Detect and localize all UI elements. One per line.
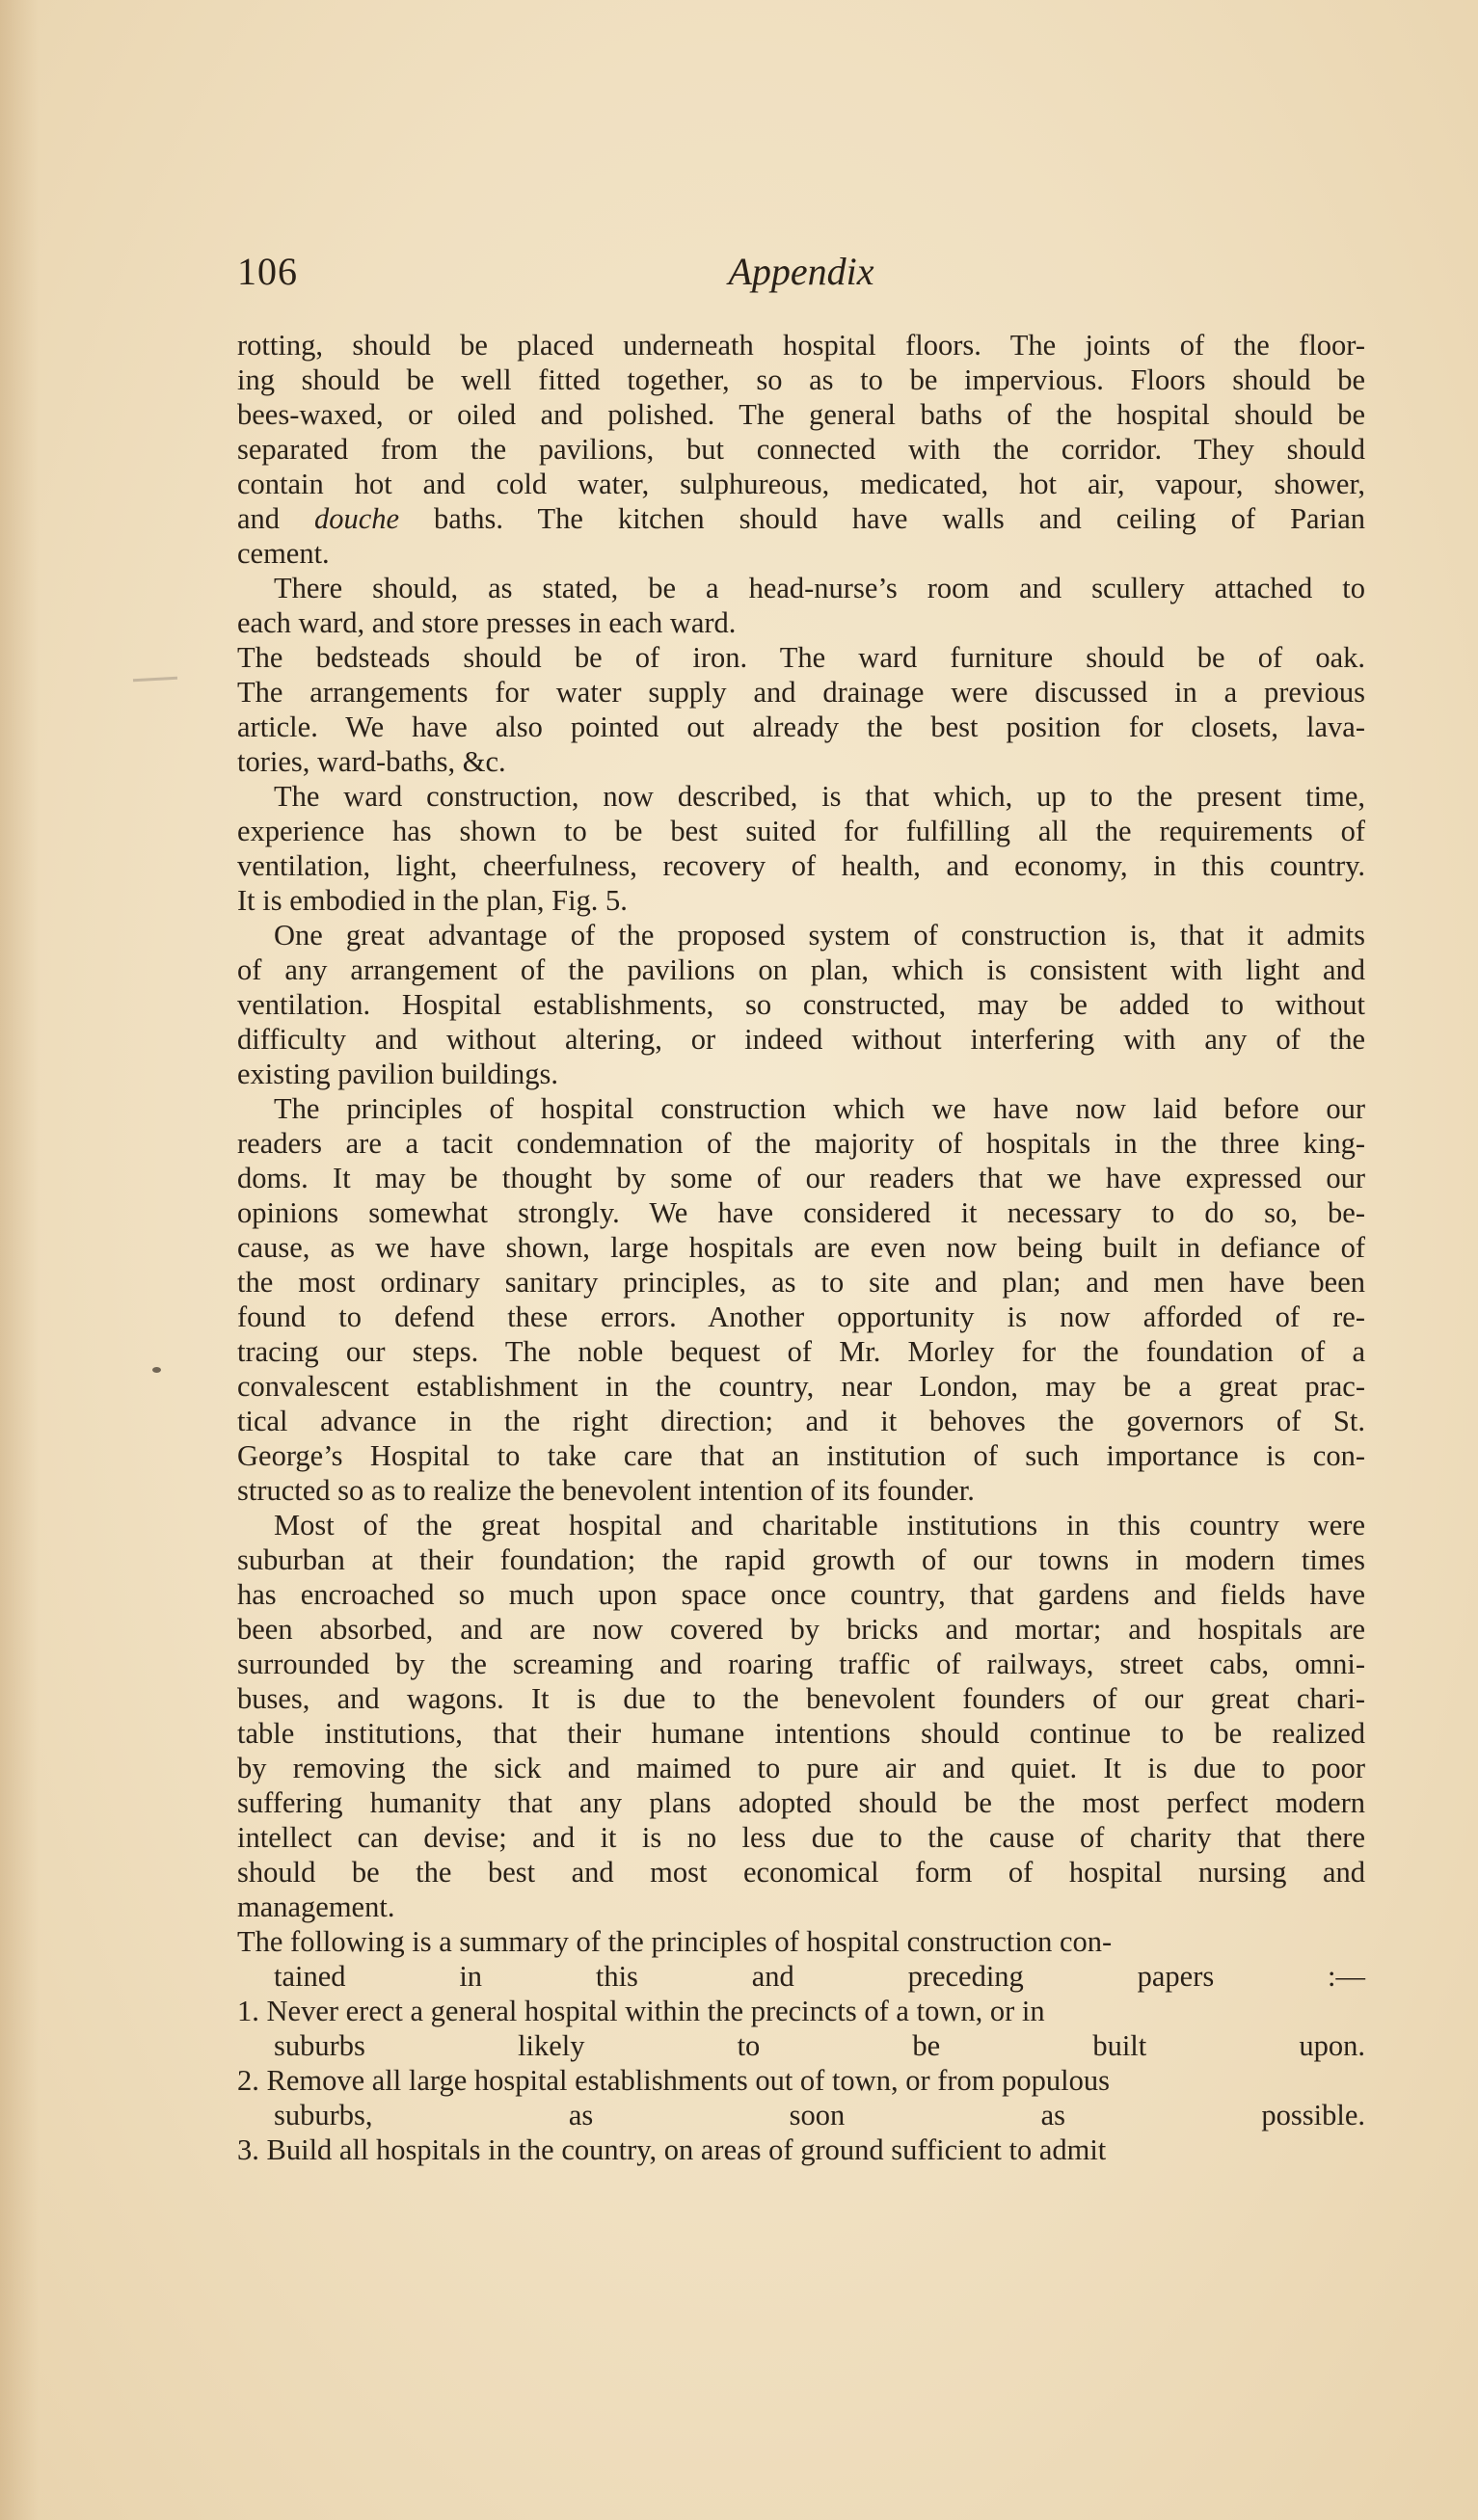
text-line: the most ordinary sanitary principles, as to site and plan; and men have been xyxy=(237,1266,1365,1299)
text-line: There should, as stated, be a head-nurse’s room and scullery attached to xyxy=(274,572,1365,604)
text-line: has encroached so much upon space once country, that gardens and fields have xyxy=(237,1578,1365,1611)
text-line: convalescent establishment in the country, near London, may be a great prac- xyxy=(237,1370,1365,1403)
text-line: readers are a tacit condemnation of the majority of hospitals in the three king- xyxy=(237,1127,1365,1160)
text-line: 1. Never erect a general hospital within the precincts of a town, or in xyxy=(237,1995,1045,2027)
text-line: contain hot and cold water, sulphureous, medicated, hot air, vapour, shower, xyxy=(237,468,1365,500)
text-line: by removing the sick and maimed to pure air and quiet. It is due to poor xyxy=(237,1752,1365,1784)
text-line: tained in this and preceding papers :— xyxy=(274,1960,1365,1993)
text-line: table institutions, that their humane intentions should continue to be realized xyxy=(237,1717,1365,1750)
text-line: opinions somewhat strongly. We have considered it necessary to do so, be- xyxy=(237,1196,1365,1229)
text-segment: baths. The kitchen should have walls and ceiling of Parian xyxy=(399,502,1365,535)
text-line: suffering humanity that any plans adopted should be the most perfect modern xyxy=(237,1786,1365,1819)
page-edge-shadow xyxy=(0,0,39,2520)
text-line: management. xyxy=(237,1890,395,1923)
text-line: existing pavilion buildings. xyxy=(237,1058,558,1090)
margin-ink-dot xyxy=(152,1367,161,1373)
text-line: experience has shown to be best suited for fulfilling all the requirements of xyxy=(237,815,1365,847)
text-line: The ward construction, now described, is that which, up to the present time, xyxy=(274,780,1365,813)
text-line: Most of the great hospital and charitable institutions in this country were xyxy=(274,1509,1365,1541)
text-line: 3. Build all hospitals in the country, on areas of ground sufficient to admit xyxy=(237,2133,1107,2166)
text-line: of any arrangement of the pavilions on plan, which is consistent with light and xyxy=(237,953,1365,986)
text-line: suburbs likely to be built upon. xyxy=(274,2029,1365,2062)
text-line xyxy=(237,501,1365,536)
running-head xyxy=(237,249,1365,307)
text-line: ing should be well fitted together, so as to be impervious. Floors should be xyxy=(237,363,1365,396)
text-line: suburbs, as soon as possible. xyxy=(274,2099,1365,2131)
running-title: Appendix xyxy=(728,250,874,293)
body-text xyxy=(237,328,1365,2167)
margin-pencil-mark xyxy=(133,677,177,682)
text-line: tical advance in the right direction; and it behoves the governors of St. xyxy=(237,1405,1365,1437)
text-line: The following is a summary of the principles of hospital construction con- xyxy=(237,1925,1113,1958)
text-line: tories, ward-baths, &c. xyxy=(237,745,506,778)
text-line: George’s Hospital to take care that an institution of such importance is con- xyxy=(237,1439,1365,1472)
text-line: surrounded by the screaming and roaring traffic of railways, street cabs, omni- xyxy=(237,1648,1365,1680)
text-line: The arrangements for water supply and drainage were discussed in a previous xyxy=(237,676,1365,709)
text-line: separated from the pavilions, but connected with the corridor. They should xyxy=(237,433,1365,466)
text-line: structed so as to realize the benevolent intention of its founder. xyxy=(237,1474,975,1507)
text-line: article. We have also pointed out already the best position for closets, lava- xyxy=(237,710,1365,743)
text-line: been absorbed, and are now covered by bricks and mortar; and hospitals are xyxy=(237,1613,1365,1646)
text-line: buses, and wagons. It is due to the benevolent founders of our great chari- xyxy=(237,1682,1365,1715)
text-line: 2. Remove all large hospital establishments out of town, or from populous xyxy=(237,2064,1110,2097)
text-line: ventilation, light, cheerfulness, recovery of health, and economy, in this country. xyxy=(237,849,1365,882)
text-line: ventilation. Hospital establishments, so constructed, may be added to without xyxy=(237,988,1365,1021)
text-line: should be the best and most economical form of hospital nursing and xyxy=(237,1856,1365,1889)
text-line: doms. It may be thought by some of our readers that we have expressed our xyxy=(237,1162,1365,1194)
text-line: bees-waxed, or oiled and polished. The general baths of the hospital should be xyxy=(237,398,1365,431)
text-line: each ward, and store presses in each ward. xyxy=(237,606,737,639)
page-number: 106 xyxy=(237,250,298,293)
text-line: cause, as we have shown, large hospitals are even now being built in defiance of xyxy=(237,1231,1365,1264)
text-line: found to defend these errors. Another opportunity is now afforded of re- xyxy=(237,1300,1365,1333)
text-line: rotting, should be placed underneath hospital floors. The joints of the floor- xyxy=(237,329,1365,362)
text-segment: and xyxy=(237,502,314,535)
text-line: cement. xyxy=(237,537,330,570)
text-line: It is embodied in the plan, Fig. 5. xyxy=(237,884,628,917)
text-line: The principles of hospital construction which we have now laid before our xyxy=(274,1092,1365,1125)
text-line: The bedsteads should be of iron. The ward furniture should be of oak. xyxy=(237,641,1365,674)
text-line: tracing our steps. The noble bequest of Mr. Morley for the foundation of a xyxy=(237,1335,1365,1368)
text-line: One great advantage of the proposed system of construction is, that it admits xyxy=(274,919,1365,952)
text-line: intellect can devise; and it is no less due to the cause of charity that there xyxy=(237,1821,1365,1854)
text-line: suburban at their foundation; the rapid growth of our towns in modern times xyxy=(237,1543,1365,1576)
text-line: difficulty and without altering, or indeed without interfering with any of the xyxy=(237,1023,1365,1056)
italic-word: douche xyxy=(314,502,400,535)
